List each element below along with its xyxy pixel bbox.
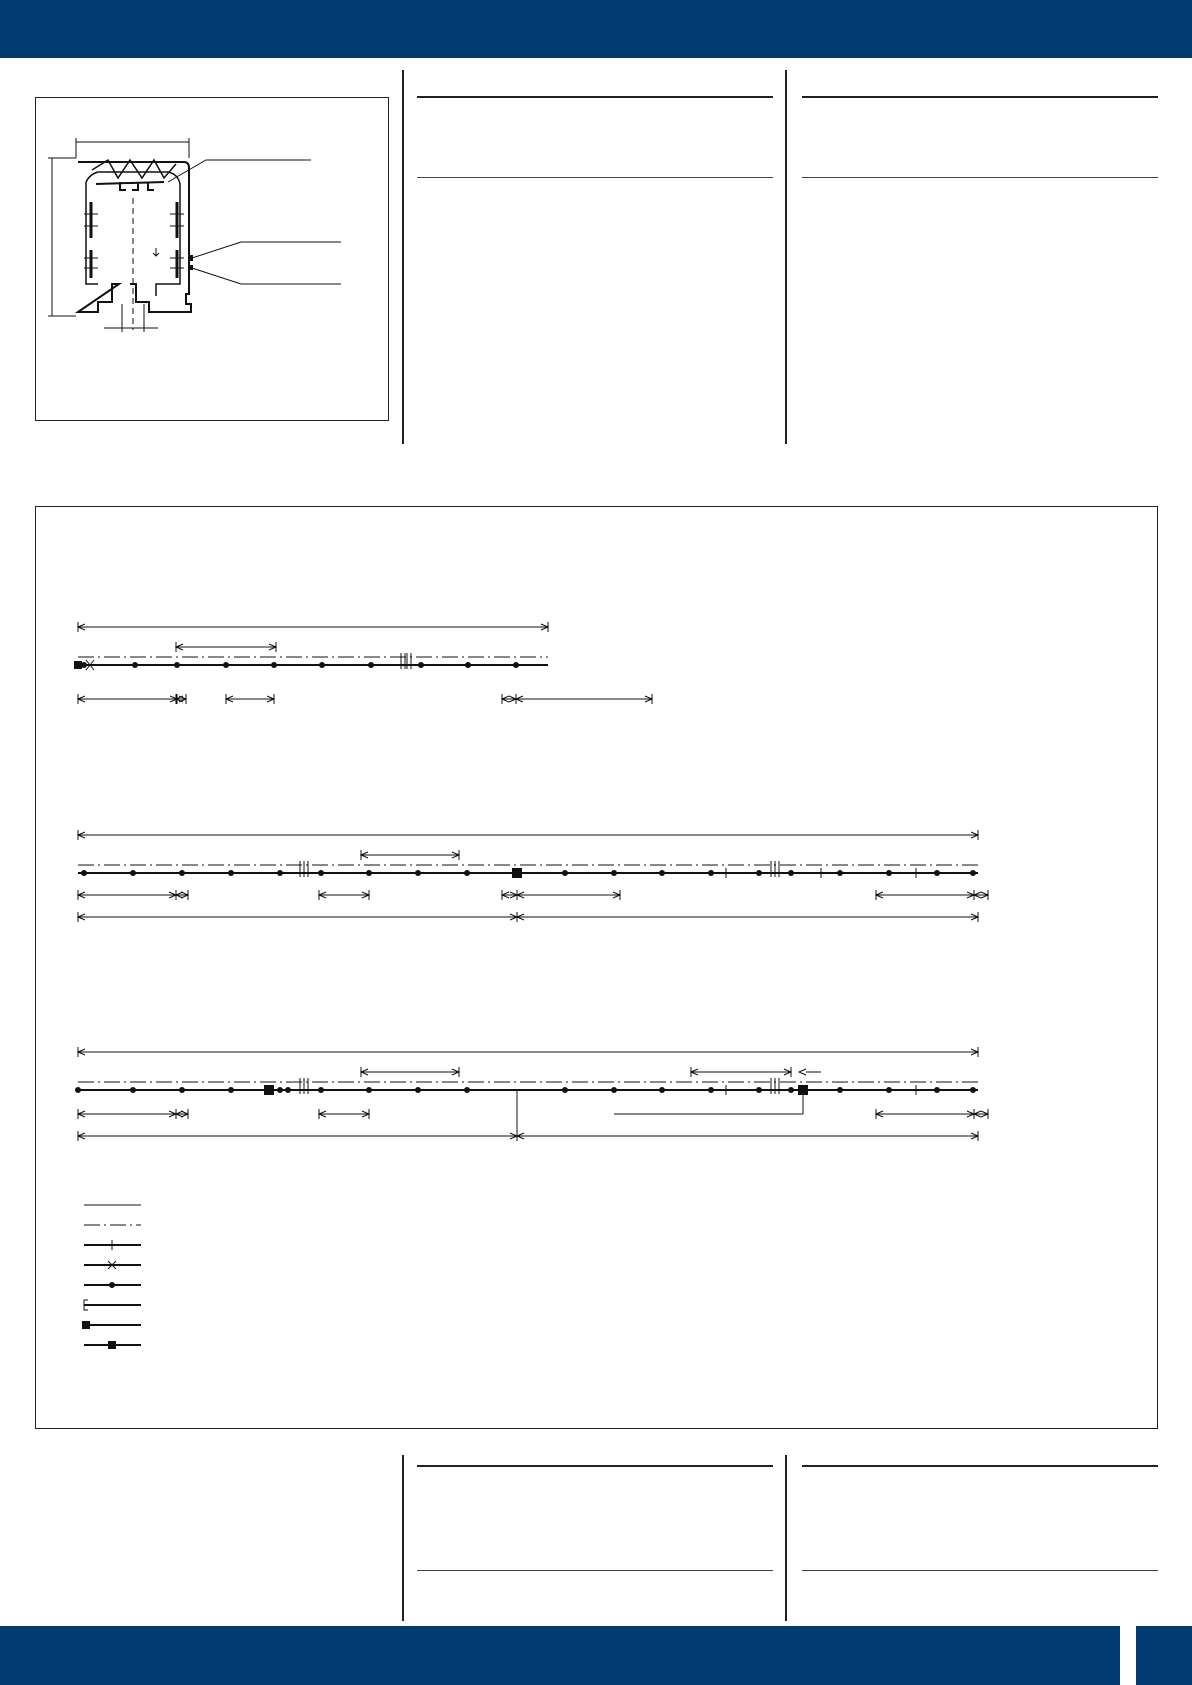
column-separator-left bbox=[402, 70, 404, 444]
point-mark bbox=[277, 870, 283, 876]
point-mark bbox=[223, 662, 229, 668]
footer-page-tab-gap bbox=[1120, 1626, 1136, 1685]
point-mark bbox=[132, 662, 138, 668]
bottom-column-3-top-rule bbox=[802, 1465, 1158, 1467]
point-mark bbox=[271, 662, 277, 668]
bottom-column-3-sub-rule bbox=[802, 1570, 1158, 1571]
point-mark bbox=[611, 1087, 617, 1093]
bottom-column-2-sub-rule bbox=[417, 1570, 773, 1571]
point-mark bbox=[418, 662, 424, 668]
point-mark bbox=[81, 870, 87, 876]
point-mark bbox=[366, 870, 372, 876]
point-mark bbox=[659, 870, 665, 876]
point-mark bbox=[130, 870, 136, 876]
bottom-column-2-top-rule bbox=[417, 1465, 773, 1467]
line-legend bbox=[82, 1205, 141, 1349]
layout-row-1 bbox=[74, 622, 652, 704]
point-mark bbox=[228, 870, 234, 876]
profile-section-figure bbox=[35, 97, 389, 421]
point-mark bbox=[130, 1087, 136, 1093]
square-mark bbox=[82, 1321, 90, 1329]
column-2-sub-rule bbox=[417, 177, 773, 178]
point-mark bbox=[756, 1087, 762, 1093]
layout-row-2 bbox=[78, 830, 988, 922]
column-2-top-rule bbox=[417, 96, 773, 98]
bottom-column-separator-right bbox=[785, 1455, 787, 1621]
point-mark bbox=[319, 662, 325, 668]
point-mark bbox=[659, 1087, 665, 1093]
point-mark bbox=[756, 870, 762, 876]
point-mark bbox=[562, 1087, 568, 1093]
point-mark bbox=[415, 870, 421, 876]
arrowhead bbox=[799, 1069, 821, 1075]
point-mark bbox=[366, 1087, 372, 1093]
point-mark bbox=[513, 662, 519, 668]
column-separator-right bbox=[785, 70, 787, 444]
layout-plan-figure bbox=[35, 506, 1158, 1429]
point-mark bbox=[886, 1087, 892, 1093]
point-mark bbox=[611, 870, 617, 876]
point-mark bbox=[464, 870, 470, 876]
point-mark bbox=[464, 1087, 470, 1093]
point-mark bbox=[562, 870, 568, 876]
point-mark bbox=[368, 662, 374, 668]
point-mark bbox=[277, 1087, 283, 1093]
point-mark bbox=[970, 870, 976, 876]
square-mark bbox=[108, 1341, 116, 1349]
square-mark bbox=[512, 868, 522, 878]
layout-row-3 bbox=[75, 1047, 988, 1141]
point-mark bbox=[708, 870, 714, 876]
point-mark bbox=[415, 1087, 421, 1093]
point-mark bbox=[837, 870, 843, 876]
point-mark bbox=[179, 870, 185, 876]
point-mark bbox=[228, 1087, 234, 1093]
footer-band bbox=[0, 1626, 1192, 1685]
square-mark bbox=[264, 1085, 274, 1095]
point-mark bbox=[886, 870, 892, 876]
point-mark bbox=[837, 1087, 843, 1093]
bottom-column-separator-left bbox=[402, 1455, 404, 1621]
point-mark bbox=[788, 870, 794, 876]
point-mark bbox=[465, 662, 471, 668]
column-3-top-rule bbox=[802, 96, 1158, 98]
point-mark bbox=[285, 1087, 291, 1093]
point-mark bbox=[318, 870, 324, 876]
column-3-sub-rule bbox=[802, 177, 1158, 178]
point-mark bbox=[708, 1087, 714, 1093]
point-mark bbox=[109, 1282, 115, 1288]
point-mark bbox=[179, 1087, 185, 1093]
point-mark bbox=[174, 662, 180, 668]
point-mark bbox=[788, 1087, 794, 1093]
point-mark bbox=[970, 1087, 976, 1093]
point-mark bbox=[934, 870, 940, 876]
point-mark bbox=[318, 1087, 324, 1093]
point-mark bbox=[75, 1087, 81, 1093]
point-mark bbox=[934, 1087, 940, 1093]
layout-plan-drawing bbox=[36, 507, 1157, 1428]
profile-section-drawing bbox=[36, 98, 388, 420]
header-band bbox=[0, 0, 1192, 58]
square-mark bbox=[74, 661, 82, 669]
